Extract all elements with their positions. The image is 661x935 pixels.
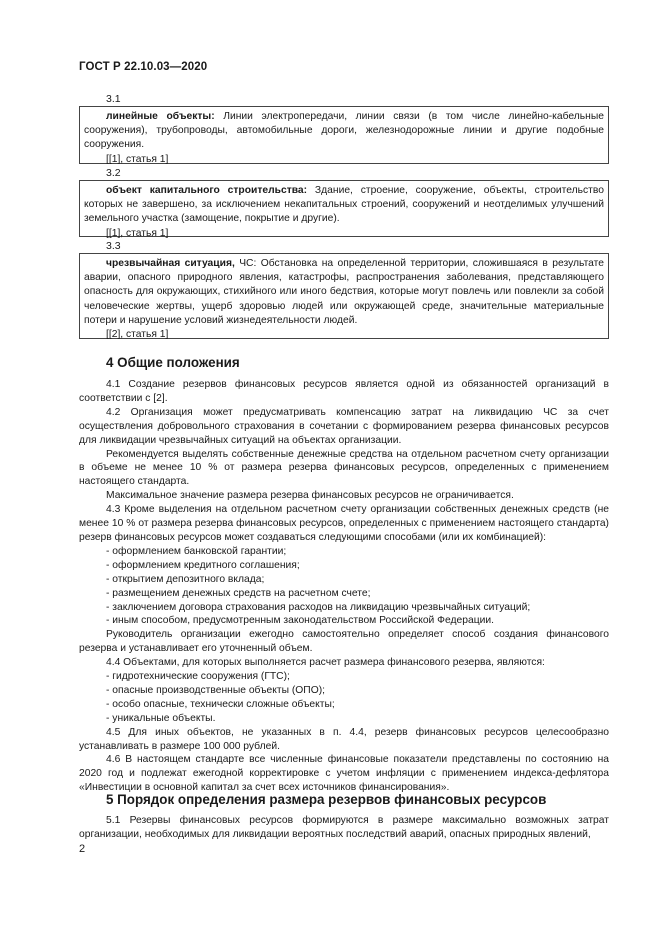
term-text bbox=[84, 110, 604, 153]
term-name: линейные объекты: bbox=[106, 111, 215, 122]
list-item: - заключением договора страхования расходов на ликвидацию чрезвычайных ситуаций; bbox=[106, 601, 531, 613]
paragraph: Максимальное значение размера резерва финансовых ресурсов не ограничивается. bbox=[106, 490, 514, 502]
list-item: - опасные производственные объекты (ОПО); bbox=[106, 684, 325, 696]
list-item: - размещением денежных средств на расчетном счете; bbox=[106, 587, 371, 599]
section-4-body bbox=[79, 378, 609, 795]
list-item: - оформлением банковской гарантии; bbox=[106, 545, 287, 557]
paragraph: Рекомендуется выделять собственные денежные средства на отдельном расчетном счету организации в объеме не менее 10 % от размера резерва финансовых ресурсов, определенных с применением настоящего стандарта. bbox=[79, 448, 609, 488]
term-definition-box bbox=[79, 180, 609, 237]
term-source: [[2], статья 1] bbox=[106, 329, 169, 341]
list-item: - открытием депозитного вклада; bbox=[106, 573, 265, 585]
term-definition-box bbox=[79, 106, 609, 164]
list-item: - особо опасные, технически сложные объекты; bbox=[106, 698, 335, 710]
list-item: - иным способом, предусмотренным законодательством Российской Федерации. bbox=[106, 615, 494, 627]
paragraph: 4.3 Кроме выделения на отдельном расчетном счету организации собственных денежных средств (не менее 10 % от размера резерва финансовых ресурсов, определенных с применением настоящего стандарта) резерв финансовых ресурсов может создаваться следующими способами (или их комбинацией): bbox=[79, 504, 609, 543]
paragraph: Руководитель организации ежегодно самостоятельно определяет способ создания финансового резерва и устанавливает его уточненный объем. bbox=[79, 629, 609, 655]
paragraph: 4.2 Организация может предусматривать компенсацию затрат на ликвидацию ЧС за счет осуществления добровольного страхования в сочетании с формированием резерва финансовых ресурсов для ликвидации чрезвычайных ситуаций на объектах организации. bbox=[79, 406, 609, 446]
section-4-heading: 4 Общие положения bbox=[106, 355, 240, 370]
paragraph: 4.4 Объектами, для которых выполняется расчет размера финансового резерва, являются: bbox=[106, 657, 545, 669]
paragraph: 4.6 В настоящем стандарте все численные финансовые показатели представлены по состоянию на 2020 год и подлежат ежегодной корректировке с учетом инфляции с применением индекса-дефлятора «Инвестиции в основной капитал за счет всех источников финансирования». bbox=[79, 754, 609, 794]
list-item: - оформлением кредитного соглашения; bbox=[106, 559, 300, 571]
page-number: 2 bbox=[79, 843, 86, 855]
paragraph: 4.1 Создание резервов финансовых ресурсов является одной из обязанностей организаций в соответствии с [2]. bbox=[79, 379, 609, 404]
term-number: 3.3 bbox=[106, 240, 121, 252]
term-number: 3.2 bbox=[106, 167, 121, 179]
standard-header: ГОСТ Р 22.10.03—2020 bbox=[79, 61, 208, 73]
term-definition-box bbox=[79, 253, 609, 339]
term-name: объект капитального строительства: bbox=[106, 185, 308, 196]
term-definition: ЧС: Обстановка на определенной территории, сложившаяся в результате аварии, опасного природного явления, катастрофы, распространения заболевания, представляющего опасность для окружающих, стихийного или иного бедствия, которые могут повлечь или повлекли за собой человеческие жертвы, ущерб здоровью людей или окружающей среде, значительные материальные потери и нарушение условий жизнедеятельности людей. bbox=[84, 258, 604, 326]
list-item: - уникальные объекты. bbox=[106, 712, 216, 724]
paragraph: 4.5 Для иных объектов, не указанных в п. 4.4, резерв финансовых ресурсов целесообразно устанавливать в размере 100 000 рублей. bbox=[79, 726, 609, 752]
list-item: - гидротехнические сооружения (ГТС); bbox=[106, 671, 290, 683]
term-definition: Линии электропередачи, линии связи (в том числе линейно-кабельные сооружения), трубопроводы, автомобильные дороги, железнодорожные линии и другие подобные сооружения. bbox=[84, 111, 604, 151]
term-source: [[1], статья 1] bbox=[106, 153, 169, 165]
term-definition: Здание, строение, сооружение, объекты, строительство которых не завершено, за исключением некапитальных строений, сооружений и неотделимых улучшений земельного участка (замощение, покрытие и другие). bbox=[84, 185, 604, 225]
term-text bbox=[84, 257, 604, 328]
section-5-body bbox=[79, 814, 609, 842]
term-source: [[1], статья 1] bbox=[106, 227, 169, 239]
paragraph: 5.1 Резервы финансовых ресурсов формируются в размере максимально возможных затрат организации, необходимых для ликвидации вероятных последствий аварий, опасных природных явлений, bbox=[79, 815, 609, 840]
term-text bbox=[84, 184, 604, 227]
section-5-heading: 5 Порядок определения размера резервов финансовых ресурсов bbox=[106, 792, 547, 807]
term-number: 3.1 bbox=[106, 93, 121, 105]
term-name: чрезвычайная ситуация, bbox=[106, 258, 235, 269]
